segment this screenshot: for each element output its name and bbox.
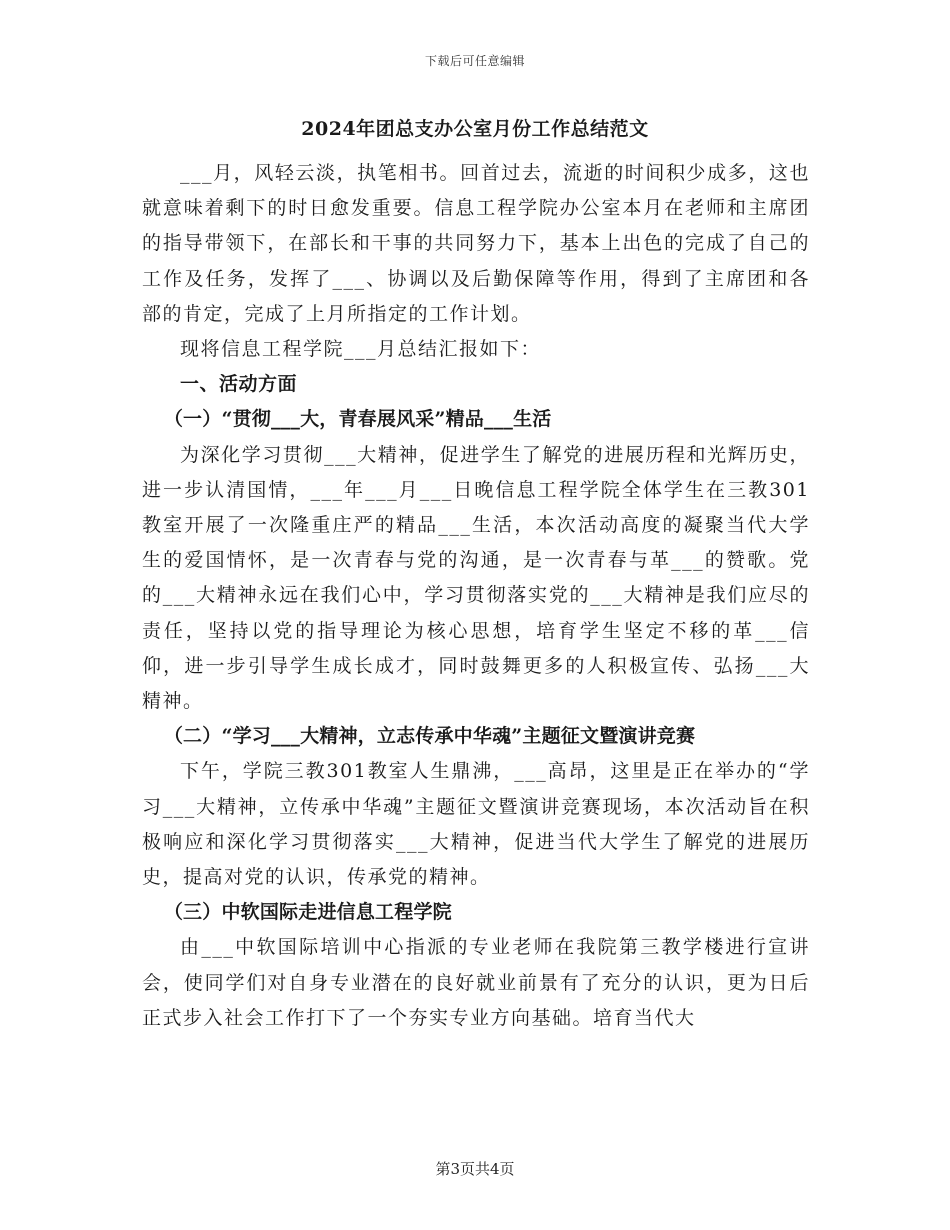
- page-number: 第3页共4页: [435, 1160, 515, 1178]
- document-body: [142, 156, 810, 1036]
- subheading-activity-2: （二）“学习___大精神，立志传承中华魂”主题征文暨演讲竞赛: [163, 725, 696, 748]
- paragraph-activity-2: 下午，学院三教301教室人生鼎沸，___高昂，这里是正在举办的“学习___大精神，立传承中华魂”主题征文暨演讲竞赛现场，本次活动旨在积极响应和深化学习贯彻落实___大精神，促进当代大学生了解党的进展历史，提高对党的认识，传承党的精神。: [142, 760, 810, 889]
- paragraph-activity-1: 为深化学习贯彻___大精神，促进学生了解党的进展历程和光辉历史，进一步认清国情，___年___月___日晚信息工程学院全体学生在三教301教室开展了一次隆重庄严的精品___生活，本次活动高度的凝聚当代大学生的爱国情怀，是一次青春与党的沟通，是一次青春与革___的赞歌。党的___大精神永远在我们心中，学习贯彻落实党的___大精神是我们应尽的责任，坚持以党的指导理论为核心思想，培育学生坚定不移的革___信仰，进一步引导学生成长成才，同时鼓舞更多的人积极宣传、弘扬___大精神。: [142, 443, 810, 713]
- paragraph-summary-lead: 现将信息工程学院___月总结汇报如下：: [180, 338, 542, 361]
- paragraph-intro: ___月，风轻云淡，执笔相书。回首过去，流逝的时间积少成多，这也就意味着剩下的时日愈发重要。信息工程学院办公室本月在老师和主席团的指导带领下，在部长和干事的共同努力下，基本上出色的完成了自己的工作及任务，发挥了___、协调以及后勤保障等作用，得到了主席团和各部的肯定，完成了上月所指定的工作计划。: [142, 162, 810, 325]
- page-header-note: 下载后可任意编辑: [424, 54, 525, 68]
- page-title: 2024年团总支办公室月份工作总结范文: [301, 118, 649, 140]
- paragraph-activity-3: 由___中软国际培训中心指派的专业老师在我院第三教学楼进行宣讲会，使同学们对自身专业潜在的良好就业前景有了充分的认识，更为日后正式步入社会工作打下了一个夯实专业方向基础。培育当代大: [142, 936, 810, 1029]
- section-heading-activities: 一、活动方面: [180, 373, 298, 396]
- subheading-activity-1: （一）“贯彻___大，青春展风采”精品___生活: [163, 408, 552, 431]
- subheading-activity-3: （三）中软国际走进信息工程学院: [163, 901, 452, 924]
